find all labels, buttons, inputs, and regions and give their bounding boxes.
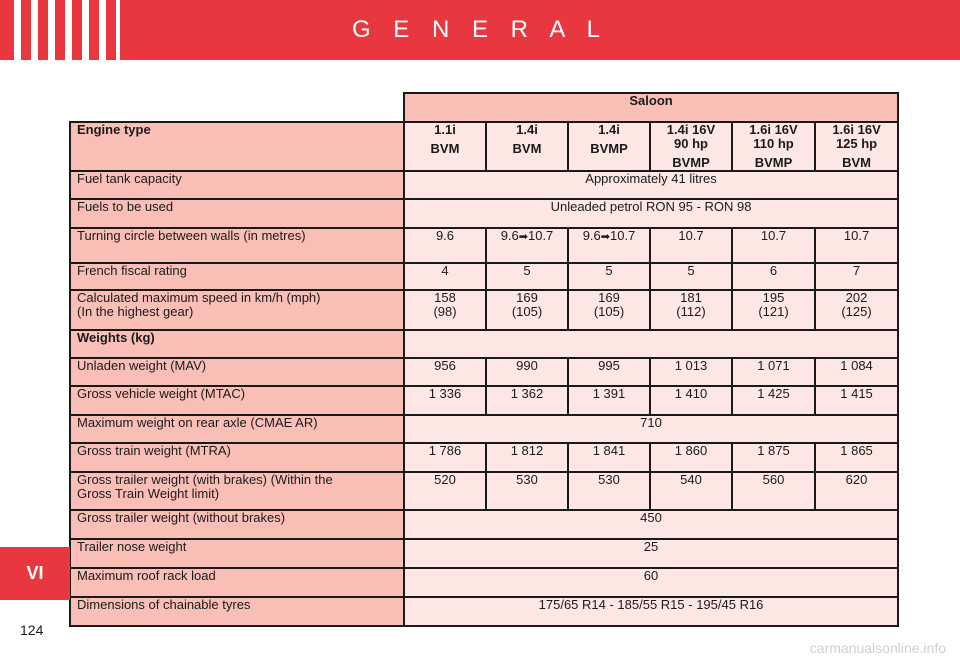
table-row xyxy=(70,228,898,263)
speed-kmh: 181 xyxy=(680,290,702,305)
trailer-braked-value: 620 xyxy=(815,472,898,510)
turning-circle-value xyxy=(486,228,568,263)
max-speed-value xyxy=(815,290,898,330)
fiscal-rating-value: 5 xyxy=(568,263,650,290)
gross-vehicle-weight-label: Gross vehicle weight (MTAC) xyxy=(70,386,404,415)
turning-min: 9.6 xyxy=(582,228,601,243)
fiscal-rating-label: French fiscal rating xyxy=(70,263,404,290)
table-row xyxy=(70,263,898,290)
turning-min: 10.7 xyxy=(678,228,704,243)
trailer-braked-value: 520 xyxy=(404,472,486,510)
unladen-weight-value: 1 013 xyxy=(650,358,732,386)
arrow-right-icon: ➡ xyxy=(600,231,610,243)
weights-heading: Weights (kg) xyxy=(70,330,404,358)
engine-column xyxy=(732,122,815,171)
table-row xyxy=(70,386,898,415)
empty-cell xyxy=(404,330,898,358)
engine-gearbox: BVMP xyxy=(672,155,710,170)
max-speed-value xyxy=(486,290,568,330)
speed-kmh: 195 xyxy=(762,290,785,305)
unladen-weight-value: 1 071 xyxy=(732,358,815,386)
fuel-tank-value: Approximately 41 litres xyxy=(404,171,898,199)
turning-min: 10.7 xyxy=(760,228,787,243)
engine-model: 1.6i 16V xyxy=(749,122,798,137)
engine-power: 125 hp xyxy=(835,136,878,151)
max-speed-value xyxy=(650,290,732,330)
turning-circle-value xyxy=(568,228,650,263)
fiscal-rating-value: 5 xyxy=(486,263,568,290)
table-row xyxy=(70,290,898,330)
gross-train-weight-label: Gross train weight (MTRA) xyxy=(70,443,404,472)
engine-gearbox: BVMP xyxy=(754,155,793,170)
page-number: 124 xyxy=(20,622,44,638)
turning-circle-label: Turning circle between walls (in metres) xyxy=(70,228,404,263)
speed-mph: (121) xyxy=(758,304,789,319)
chainable-tyres-value: 175/65 R14 - 185/55 R15 - 195/45 R16 xyxy=(404,597,898,626)
engine-column xyxy=(815,122,898,171)
gross-train-weight-value: 1 875 xyxy=(732,443,815,472)
specifications-table xyxy=(69,92,899,627)
nose-weight-label: Trailer nose weight xyxy=(70,539,404,568)
table-row xyxy=(70,472,898,510)
watermark: carmanualsonline.info xyxy=(809,640,946,656)
engine-power: 110 hp xyxy=(753,136,794,151)
speed-kmh: 202 xyxy=(845,290,868,305)
roof-load-value: 60 xyxy=(404,568,898,597)
table-row xyxy=(70,597,898,626)
unladen-weight-label: Unladen weight (MAV) xyxy=(70,358,404,386)
trailer-braked-value: 530 xyxy=(568,472,650,510)
max-speed-label-line: (In the highest gear) xyxy=(77,304,194,319)
max-speed-label-line: Calculated maximum speed in km/h (mph) xyxy=(77,290,321,305)
saloon-header: Saloon xyxy=(404,93,898,122)
turning-max: 10.7 xyxy=(609,228,636,243)
turning-min: 9.6 xyxy=(435,228,455,243)
trailer-braked-label-line: Gross Train Weight limit) xyxy=(77,486,220,501)
page-header xyxy=(0,0,960,60)
table-row xyxy=(70,358,898,386)
trailer-braked-value: 540 xyxy=(650,472,732,510)
speed-mph: (112) xyxy=(676,304,706,319)
gross-vehicle-weight-value: 1 425 xyxy=(732,386,815,415)
table-row xyxy=(70,539,898,568)
table-row xyxy=(70,199,898,228)
max-speed-value xyxy=(404,290,486,330)
speed-kmh: 158 xyxy=(434,290,456,305)
engine-column xyxy=(404,122,486,171)
trailer-braked-label xyxy=(70,472,404,510)
fiscal-rating-value: 4 xyxy=(404,263,486,290)
turning-min: 9.6 xyxy=(500,228,519,243)
empty-cell xyxy=(70,93,404,122)
nose-weight-value: 25 xyxy=(404,539,898,568)
gross-vehicle-weight-value: 1 362 xyxy=(486,386,568,415)
max-speed-value xyxy=(732,290,815,330)
trailer-unbraked-label: Gross trailer weight (without brakes) xyxy=(70,510,404,539)
trailer-braked-label-line: Gross trailer weight (with brakes) (Within the xyxy=(77,472,333,487)
unladen-weight-value: 956 xyxy=(404,358,486,386)
chainable-tyres-label: Dimensions of chainable tyres xyxy=(70,597,404,626)
arrow-right-icon: ➡ xyxy=(518,231,528,243)
max-speed-label xyxy=(70,290,404,330)
trailer-braked-value: 530 xyxy=(486,472,568,510)
table-row xyxy=(70,122,898,171)
table-row xyxy=(70,443,898,472)
engine-column xyxy=(568,122,650,171)
fiscal-rating-value: 6 xyxy=(732,263,815,290)
fuels-value: Unleaded petrol RON 95 - RON 98 xyxy=(404,199,898,228)
rear-axle-weight-value: 710 xyxy=(404,415,898,443)
unladen-weight-value: 1 084 xyxy=(815,358,898,386)
gross-train-weight-value: 1 865 xyxy=(815,443,898,472)
speed-mph: (125) xyxy=(841,304,872,319)
engine-model: 1.6i 16V xyxy=(832,122,881,137)
unladen-weight-value: 990 xyxy=(486,358,568,386)
fiscal-rating-value: 7 xyxy=(815,263,898,290)
table-row xyxy=(70,568,898,597)
engine-column xyxy=(650,122,732,171)
table-row xyxy=(70,415,898,443)
fiscal-rating-value: 5 xyxy=(650,263,732,290)
gross-vehicle-weight-value: 1 415 xyxy=(815,386,898,415)
engine-column xyxy=(486,122,568,171)
table-row xyxy=(70,171,898,199)
gross-train-weight-value: 1 860 xyxy=(650,443,732,472)
speed-mph: (105) xyxy=(593,304,625,319)
chapter-tab: VI xyxy=(0,547,70,600)
engine-model: 1.4i xyxy=(598,122,620,137)
gross-vehicle-weight-value: 1 391 xyxy=(568,386,650,415)
engine-gearbox: BVMP xyxy=(590,141,628,156)
speed-mph: (105) xyxy=(511,304,543,319)
speed-kmh: 169 xyxy=(598,290,620,305)
gross-vehicle-weight-value: 1 410 xyxy=(650,386,732,415)
trailer-unbraked-value: 450 xyxy=(404,510,898,539)
roof-load-label: Maximum roof rack load xyxy=(70,568,404,597)
gross-train-weight-value: 1 786 xyxy=(404,443,486,472)
engine-gearbox: BVM xyxy=(842,155,871,170)
turning-min: 10.7 xyxy=(843,228,870,243)
speed-mph: (98) xyxy=(433,304,457,319)
rear-axle-weight-label: Maximum weight on rear axle (CMAE AR) xyxy=(70,415,404,443)
gross-vehicle-weight-value: 1 336 xyxy=(404,386,486,415)
engine-gearbox: BVM xyxy=(430,141,460,156)
turning-circle-value xyxy=(404,228,486,263)
gross-train-weight-value: 1 812 xyxy=(486,443,568,472)
turning-max: 10.7 xyxy=(527,228,554,243)
table-row xyxy=(70,330,898,358)
turning-circle-value xyxy=(815,228,898,263)
page-title: G E N E R A L xyxy=(351,16,609,43)
engine-type-label: Engine type xyxy=(70,122,404,171)
max-speed-value xyxy=(568,290,650,330)
engine-gearbox: BVM xyxy=(512,141,542,156)
table-row xyxy=(70,93,898,122)
speed-kmh: 169 xyxy=(516,290,538,305)
gross-train-weight-value: 1 841 xyxy=(568,443,650,472)
trailer-braked-value: 560 xyxy=(732,472,815,510)
engine-model: 1.4i xyxy=(516,122,538,137)
turning-circle-value xyxy=(732,228,815,263)
fuels-label: Fuels to be used xyxy=(70,199,404,228)
engine-model: 1.1i xyxy=(434,122,456,137)
engine-model: 1.4i 16V xyxy=(666,122,716,137)
engine-power: 90 hp xyxy=(674,136,708,151)
fuel-tank-label: Fuel tank capacity xyxy=(70,171,404,199)
turning-circle-value xyxy=(650,228,732,263)
table-row xyxy=(70,510,898,539)
unladen-weight-value: 995 xyxy=(568,358,650,386)
